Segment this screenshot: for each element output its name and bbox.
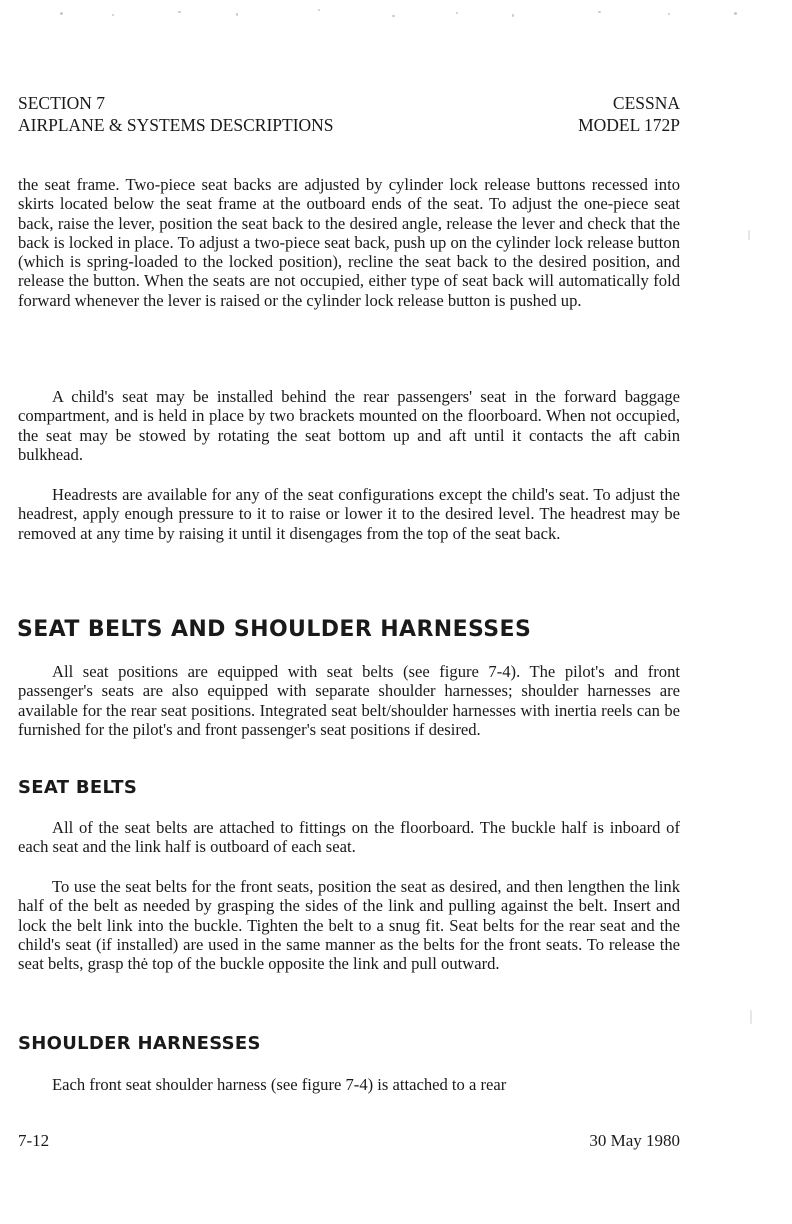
scan-speck <box>60 12 63 15</box>
aircraft-model: MODEL 172P <box>578 115 680 135</box>
scan-speck <box>598 11 601 13</box>
paragraph-section-intro: All seat positions are equipped with seat belts (see figure 7-4). The pilot's and front passenger's seats are also equipped with separate shoulder harnesses; shoulder harnesses are available for the rear seat positions. Integrated seat belt/shoulder harnesses with inertia reels can be furnished for the pilot's and front passenger's seat positions if desired. <box>18 662 680 739</box>
page-footer <box>18 1131 680 1151</box>
scan-speck <box>750 1010 752 1024</box>
page-header <box>18 92 680 136</box>
scan-speck <box>456 12 458 14</box>
scan-speck <box>668 13 670 15</box>
page-number: 7-12 <box>18 1131 50 1150</box>
scan-speck <box>178 11 181 13</box>
seat-belts-heading: SEAT BELTS <box>18 777 138 798</box>
manufacturer-name: CESSNA <box>612 93 680 113</box>
body-seat-belts-2 <box>18 877 680 973</box>
section-title: AIRPLANE & SYSTEMS DESCRIPTIONS <box>18 115 334 135</box>
body-child-seat <box>18 387 680 464</box>
header-left <box>18 92 334 136</box>
body-headrests <box>18 485 680 543</box>
scan-speck <box>392 15 395 17</box>
paragraph-seat-belts-attach: All of the seat belts are attached to fittings on the floorboard. The buckle half is inboard of each seat and the link half is outboard of each seat. <box>18 818 680 857</box>
body-section-intro <box>18 662 680 739</box>
scan-speck <box>318 9 320 11</box>
scan-speck <box>734 12 737 15</box>
paragraph-seat-belts-use: To use the seat belts for the front seats, position the seat as desired, and then lengthen the link half of the belt as needed by grasping the sides of the link and pulling against the belt. Insert and lock the belt link into the buckle. Tighten the belt to a snug fit. Seat belts for the rear seat and the child's seat (if installed) are used in the same manner as the belts for the front seats. To release the seat belts, grasp thė top of the buckle opposite the link and pull outward. <box>18 877 680 974</box>
header-right <box>578 92 680 136</box>
scan-speck <box>512 14 514 17</box>
paragraph-shoulder-harness: Each front seat shoulder harness (see figure 7-4) is attached to a rear <box>52 1075 507 1094</box>
body-top <box>18 175 680 310</box>
scan-speck <box>112 14 114 16</box>
revision-date: 30 May 1980 <box>589 1131 680 1150</box>
body-seat-belts-1 <box>18 818 680 857</box>
scan-speck <box>236 13 238 16</box>
shoulder-harnesses-heading: SHOULDER HARNESSES <box>18 1033 261 1054</box>
paragraph-seat-backs: the seat frame. Two-piece seat backs are adjusted by cylinder lock release buttons recessed into skirts located below the seat frame at the outboard ends of the seat. To adjust the one-piece seat back, raise the lever, position the seat back to the desired angle, release the lever and check that the back is locked in place. To adjust a two-piece seat back, push up on the cylinder lock release button (which is spring-loaded to the locked position), recline the seat back to the desired position, and release the button. When the seats are not occupied, either type of seat back will automatically fold forward whenever the lever is raised or the cylinder lock release button is pushed up. <box>18 175 680 310</box>
paragraph-child-seat: A child's seat may be installed behind the rear passengers' seat in the forward baggage compartment, and is held in place by two brackets mounted on the floorboard. When not occupied, the seat may be stowed by rotating the seat bottom up and aft until it contacts the aft cabin bulkhead. <box>18 387 680 464</box>
body-shoulder-harnesses <box>18 1075 680 1094</box>
section-heading: SEAT BELTS AND SHOULDER HARNESSES <box>17 617 532 642</box>
scan-speck <box>748 230 750 240</box>
section-number: SECTION 7 <box>18 93 106 113</box>
paragraph-headrests: Headrests are available for any of the seat configurations except the child's seat. To adjust the headrest, apply enough pressure to it to raise or lower it to the desired level. The headrest may be removed at any time by raising it until it disengages from the top of the seat back. <box>18 485 680 543</box>
